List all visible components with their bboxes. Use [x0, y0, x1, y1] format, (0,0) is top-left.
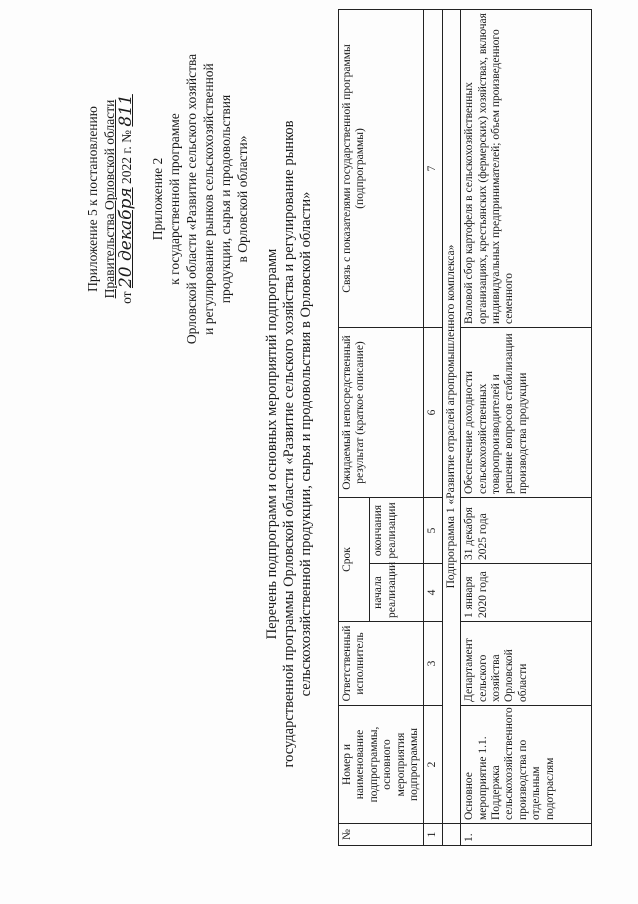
header-start: начала реализации	[370, 564, 424, 622]
appendix-date-handwritten: 20 декабря	[116, 187, 136, 289]
row-link: Валовой сбор картофеля в сельскохозяйственных организациях, крестьянских (фермерских) хозяйствах, включая индивидуальных предпринимателей; объем произведенного семенного	[461, 9, 592, 327]
appendix-block	[84, 34, 251, 364]
title-line-3: сельскохозяйственной продукции, сырья и продовольствия в Орловской области»	[298, 191, 314, 697]
row-start: 1 января 2020 года	[461, 564, 592, 622]
column-number: 3	[424, 622, 442, 706]
column-number: 6	[424, 327, 442, 497]
appendix-from: от	[119, 291, 134, 304]
column-number: 2	[424, 706, 442, 824]
subprogram-title: Подпрограмма 1 «Развитие отраслей агропромышленного комплекса»	[442, 9, 460, 823]
appendix-government: Правительства Орловской области	[102, 99, 117, 299]
appendix-2-line-1: к государственной программе	[167, 113, 182, 285]
appendix-year: 2022 г. №	[119, 129, 134, 184]
column-number: 4	[424, 564, 442, 622]
row-num: 1.	[461, 824, 592, 846]
subprograms-table	[338, 9, 592, 846]
header-term: Срок	[339, 497, 370, 621]
column-number: 7	[424, 9, 442, 327]
column-number: 5	[424, 497, 442, 563]
document-title	[264, 44, 315, 844]
header-result: Ожидаемый непосредственный результат (краткое описание)	[339, 327, 424, 497]
header-num: №	[339, 824, 424, 846]
title-line-1: Перечень подпрограмм и основных мероприятий подпрограмм	[264, 248, 280, 640]
appendix-2-title: Приложение 2	[150, 157, 165, 241]
appendix-number-handwritten: 811	[116, 94, 136, 127]
header-link: Связь с показателями государственной программы (подпрограммы)	[339, 9, 424, 327]
appendix-2-line-4: продукции, сырья и продовольствия	[218, 94, 233, 304]
appendix-2-line-2: Орловской области «Развитие сельского хозяйства	[184, 53, 199, 345]
appendix-2-line-5: в Орловской области»	[235, 135, 250, 263]
row-executor: Департамент сельского хозяйства Орловской области	[461, 622, 592, 706]
column-numbers-row	[424, 9, 442, 845]
appendix-line-1: Приложение 5 к постановлению	[85, 106, 100, 292]
subprogram-row	[442, 9, 460, 845]
header-executor: Ответственный исполнитель	[339, 622, 424, 706]
table-row	[461, 9, 592, 845]
appendix-line-3	[118, 34, 135, 364]
header-name: Номер и наименование подпрограммы, основного мероприятия подпрограммы	[339, 706, 424, 824]
subprogram-spacer	[442, 824, 460, 846]
appendix-2-line-3: и регулирование рынков сельскохозяйственной	[201, 63, 216, 335]
column-number: 1	[424, 824, 442, 846]
row-result: Обеспечение доходности сельскохозяйственных товаропроизводителей и решение вопросов стабилизации производства продукции	[461, 327, 592, 497]
title-line-2: государственной программы Орловской области «Развитие сельского хозяйства и регулирование рынков	[281, 120, 297, 768]
row-end: 31 декабря 2025 года	[461, 497, 592, 563]
header-end: окончания реализации	[370, 497, 424, 563]
row-name: Основное мероприятие 1.1. Поддержка сельскохозяйственного производства по отдельным подотраслям	[461, 706, 592, 824]
header-row-1	[339, 9, 370, 845]
